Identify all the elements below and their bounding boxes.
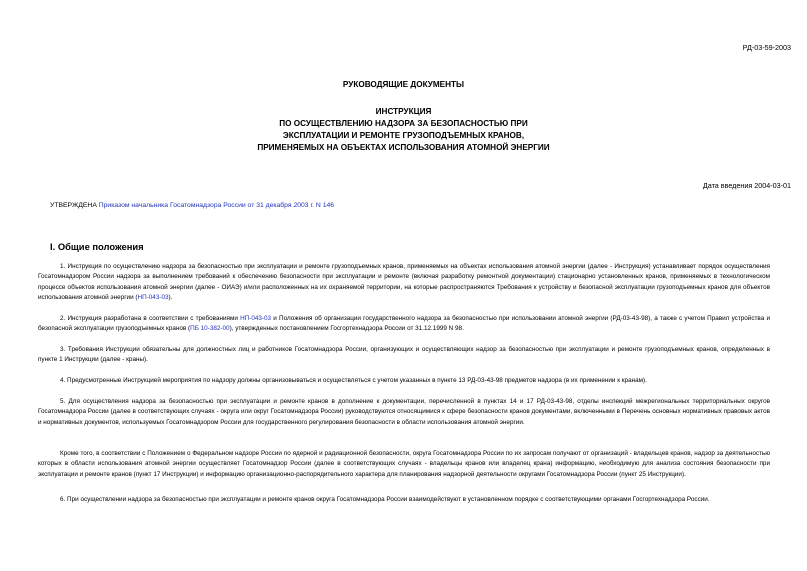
paragraph-6: 6. При осуществлении надзора за безопасностью при эксплуатации и ремонте кранов округа Госатомнадзора России взаимодействуют в установленном порядке с соответствующими органами Госгортехнадзора России. [60, 496, 710, 503]
approval-order-link[interactable]: Приказом начальника Госатомнадзора России от 31 декабря 2003 г. N 146 [98, 202, 335, 209]
approval-prefix: УТВЕРЖДЕНА [50, 202, 99, 209]
paragraph-text: 2. Инструкция разработана в соответствии с требованиями [60, 315, 241, 322]
paragraph-5-continued: Кроме того, в соответствии с Положением о Федеральном надзоре России по ядерной и радиационной безопасности, округа Госатомнадзора России по их запросам получают от организаций - владельцев кранов, надзор за деятельностью которых в области использования атомной энергии осуществляет Госатомнадзор России (далее в соответствующих случаях - владельцы кранов или владелец крана) информацию, необходимую для анализа состояния безопасности при эксплуатации и ремонте кранов (пункт 17 Инструкции) и информацию организационно-распорядительного характера для планирования надзорной деятельности округами Госатомнадзора России (пункт 25 Инструкции). [38, 450, 770, 478]
paragraph-2 [38, 314, 770, 335]
document-title [0, 106, 807, 154]
intro-date: Дата введения 2004-03-01 [702, 181, 791, 190]
title-line: ЭКСПЛУАТАЦИИ И РЕМОНТЕ ГРУЗОПОДЪЕМНЫХ КРАНОВ, [282, 131, 525, 140]
title-line: ИНСТРУКЦИЯ [375, 107, 432, 116]
section-heading: I. Общие положения [50, 241, 144, 252]
np-043-03-link[interactable]: НП-043-03 [240, 315, 272, 322]
paragraph-1 [38, 262, 770, 304]
approval-line [50, 202, 334, 209]
paragraph-text: 1. Инструкция по осуществлению надзора за безопасностью при эксплуатации и ремонте грузоподъемных кранов, применяемых на объектах использования атомной энергии (далее - Инструкция) устанавливает порядок осуществления Госатомнадзором России надзора за выполнением требований к обеспечению безопасности при эксплуатации и ремонте (включая разработку ремонтной документации) стационарно установленных кранов, применяемых в технологическом процессе объектов использования атомной энергии (далее - ОИАЭ) и/или расположенных на их охраняемой территории, на которые распространяются Требования к устройству и безопасной эксплуатации грузоподъемных кранов для объектов использования атомной энергии ( [38, 263, 770, 302]
document-code: РД-03-59-2003 [742, 43, 791, 52]
paragraph-text: и Положения об организации государственного надзора за безопасностью при использовании атомной энергии (РД-03-43-98), а также с учетом Правил устройства и безопасной эксплуатации грузоподъемных кранов ( [38, 315, 770, 333]
np-043-03-link[interactable]: НП-043-03 [137, 294, 169, 302]
paragraph-5: 5. Для осуществления надзора за безопасностью при эксплуатации и ремонте кранов в дополнение к документации, перечисленной в пунктах 14 и 17 РД-03-43-98, отделы инспекций межрегиональных территориальных округов Госатомнадзора России (далее в соответствующих случаях - округа или округ Госатомнадзора России) руководствуются относящимися к сфере безопасности кранов документами, включенными в Перечень основных нормативных правовых актов и нормативных документов, используемых Госатомнадзором России для государственного регулирования безопасности в области использования атомной энергии. [38, 398, 770, 426]
paragraph-text: ). [168, 294, 173, 302]
title-line: ПРИМЕНЯЕМЫХ НА ОБЪЕКТАХ ИСПОЛЬЗОВАНИЯ АТОМНОЙ ЭНЕРГИИ [257, 143, 550, 152]
pb-10-382-00-link[interactable]: ПБ 10-382-00 [190, 325, 230, 333]
title-line: ПО ОСУЩЕСТВЛЕНИЮ НАДЗОРА ЗА БЕЗОПАСНОСТЬЮ ПРИ [279, 119, 528, 128]
paragraph-text: ), утвержденных постановлением Госгортехнадзора России от 31.12.1999 N 98. [229, 325, 464, 333]
section-header: РУКОВОДЯЩИЕ ДОКУМЕНТЫ [342, 80, 465, 89]
paragraph-3: 3. Требования Инструкции обязательны для должностных лиц и работников Госатомнадзора России, организующих и осуществляющих надзор за безопасностью при эксплуатации и ремонте грузоподъемных кранов, определенных в пункте 1 Инструкции (далее - краны). [38, 346, 770, 364]
paragraph-4: 4. Предусмотренные Инструкцией мероприятия по надзору должны организовываться и осуществляться с учетом указанных в пункте 13 РД-03-43-98 предметов надзора (в их применении к кранам). [60, 377, 647, 384]
